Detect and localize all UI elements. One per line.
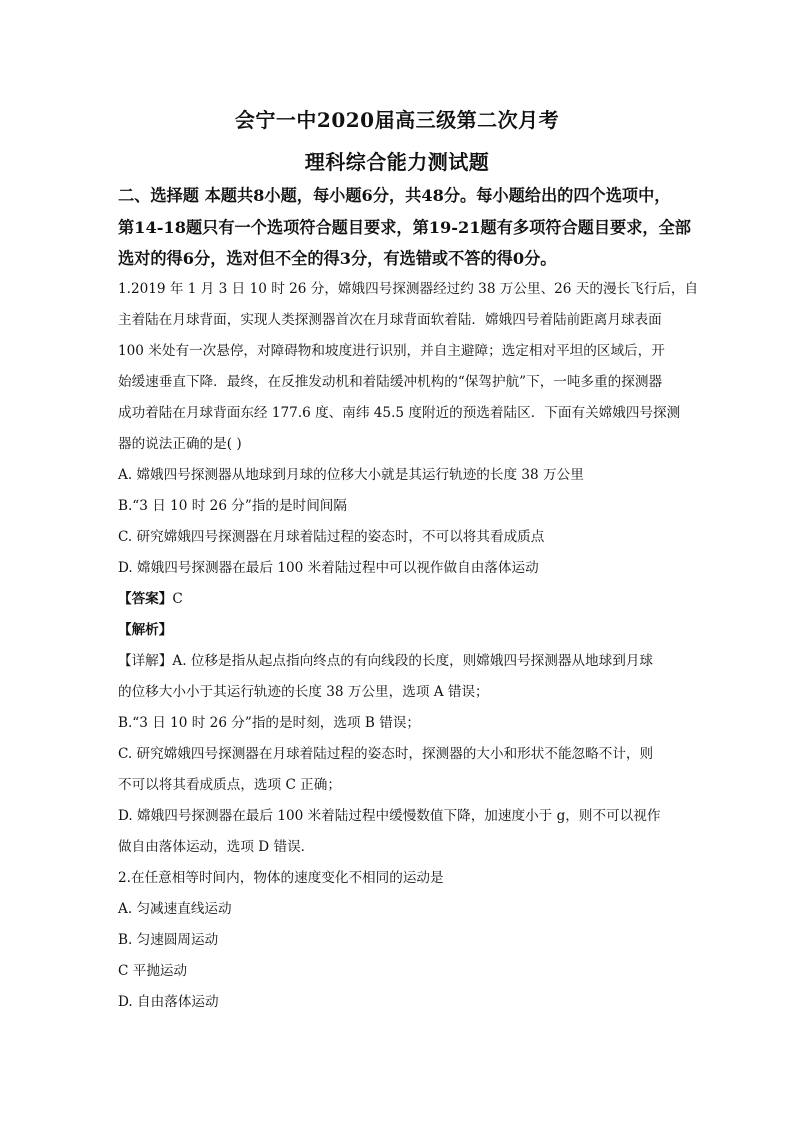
q1-answer bbox=[118, 584, 683, 615]
section-line: 第14-18题只有一个选项符合题目要求，第19-21题有多项符合题目要求，全部 bbox=[118, 217, 691, 237]
q2-option-b: B. 匀速圆周运动 bbox=[118, 932, 219, 948]
q1-option-a: A. 嫦娥四号探测器从地球到月球的位移大小就是其运行轨迹的长度 38 万公里 bbox=[118, 467, 584, 483]
q1-detail-line: 的位移大小小于其运行轨迹的长度 38 万公里，选项 A 错误； bbox=[118, 684, 489, 700]
q1-detail-line: D. 嫦娥四号探测器在最后 100 米着陆过程中缓慢数值下降，加速度小于 g，则不可以视作 bbox=[118, 808, 661, 824]
q2-option-d: D. 自由落体运动 bbox=[118, 994, 219, 1010]
q1-stem-line: 始缓速垂直下降．最终，在反推发动机和着陆缓冲机构的“保驾护航”下，一吨多重的探测器 bbox=[118, 374, 663, 390]
q1-option-c: C. 研究嫦娥四号探测器在月球着陆过程的姿态时，不可以将其看成质点 bbox=[118, 529, 545, 545]
answer-value: C bbox=[172, 591, 183, 607]
q2-stem: 2.在任意相等时间内，物体的速度变化不相同的运动是 bbox=[118, 870, 444, 886]
analysis-label: 【解析】 bbox=[118, 622, 173, 638]
q1-stem-line: 器的说法正确的是( ) bbox=[118, 436, 242, 452]
q1-stem-line: 100 米处有一次悬停，对障碍物和坡度进行识别，并自主避障；选定相对平坦的区域后，开 bbox=[118, 343, 665, 359]
q1-stem-line: 1.2019 年 1 月 3 日 10 时 26 分，嫦娥四号探测器经过约 38 万公里、26 天的漫长飞行后，自 bbox=[118, 281, 699, 297]
q2-option-a: A. 匀减速直线运动 bbox=[118, 901, 232, 917]
q1-detail-line: 不可以将其看成质点，选项 C 正确； bbox=[118, 777, 341, 793]
q1-option-b: B.“3 日 10 时 26 分”指的是时间间隔 bbox=[118, 498, 347, 514]
q1-detail-line: C. 研究嫦娥四号探测器在月球着陆过程的姿态时，探测器的大小和形状不能忽略不计，则 bbox=[118, 746, 654, 762]
q1-stem-line: 成功着陆在月球背面东经 177.6 度、南纬 45.5 度附近的预选着陆区．下面有关嫦娥四号探测 bbox=[118, 405, 681, 421]
section-instructions bbox=[118, 180, 691, 275]
q2-option-c: C 平抛运动 bbox=[118, 963, 188, 979]
q1-detail-line: 【详解】A. 位移是指从起点指向终点的有向线段的长度，则嫦娥四号探测器从地球到月球 bbox=[118, 653, 654, 669]
section-line: 二、选择题 本题共8小题，每小题6分，共48分。每小题给出的四个选项中， bbox=[118, 186, 671, 205]
q1-detail-line: B.“3 日 10 时 26 分”指的是时刻，选项 B 错误； bbox=[118, 715, 421, 731]
question-1 bbox=[118, 274, 699, 1018]
q1-detail-line: 做自由落体运动，选项 D 错误． bbox=[118, 839, 315, 855]
q1-stem-line: 主着陆在月球背面，实现人类探测器首次在月球背面软着陆．嫦娥四号着陆前距离月球表面 bbox=[118, 312, 662, 328]
exam-subtitle: 理科综合能力测试题 bbox=[304, 150, 490, 174]
answer-label: 【答案】 bbox=[118, 591, 173, 607]
section-line: 选对的得6分，选对但不全的得3分，有选错或不答的得0分。 bbox=[118, 249, 557, 268]
q1-option-d: D. 嫦娥四号探测器在最后 100 米着陆过程中可以视作做自由落体运动 bbox=[118, 560, 539, 576]
exam-title: 会宁一中2020届高三级第二次月考 bbox=[234, 108, 560, 132]
